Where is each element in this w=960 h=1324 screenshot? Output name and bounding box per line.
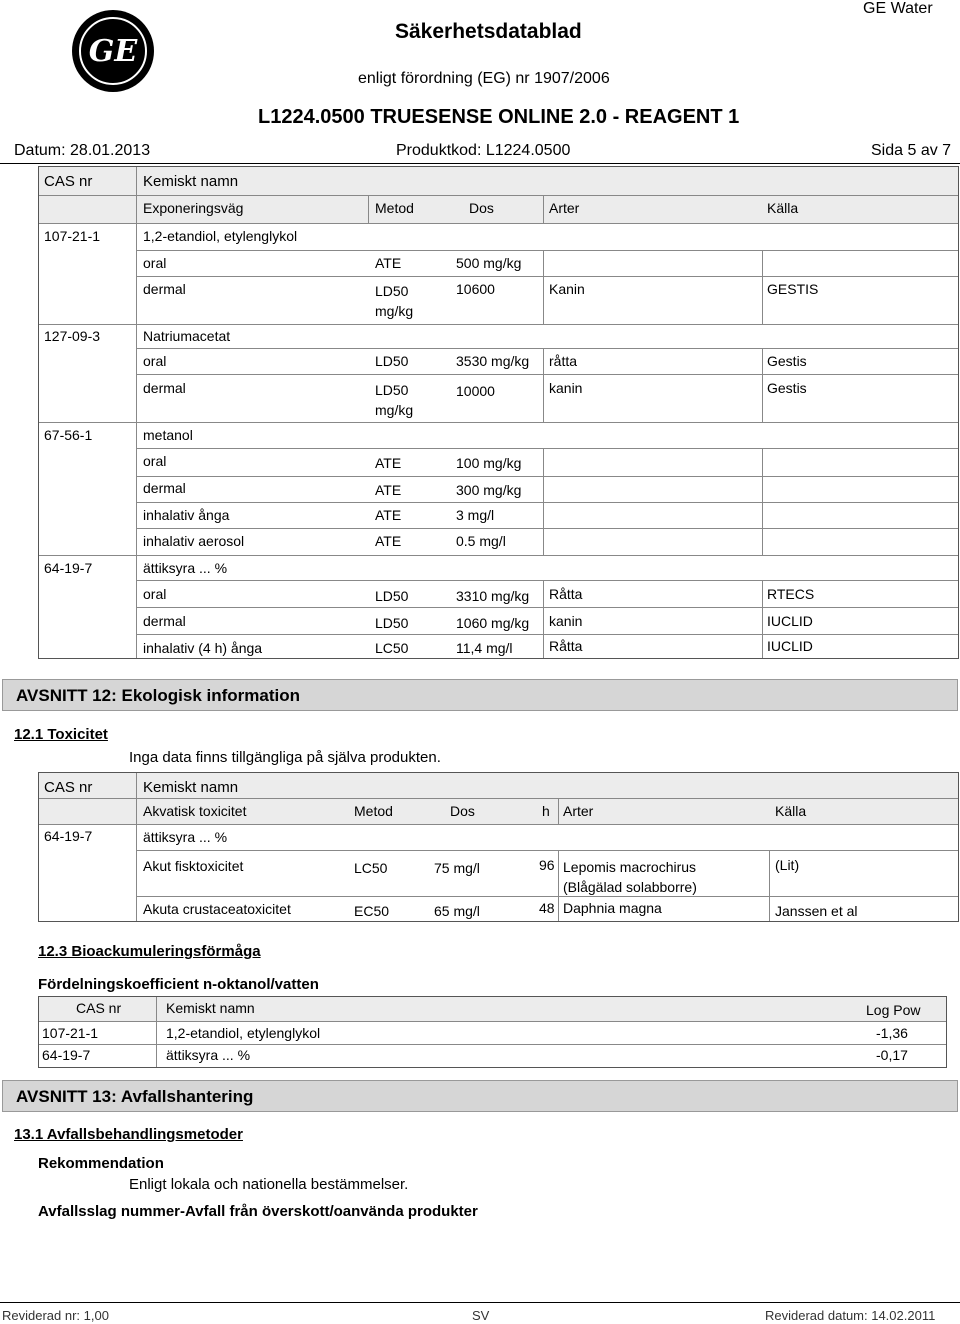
source: (Lit) (775, 857, 800, 873)
subsection-13-1: 13.1 Avfallsbehandlingsmetoder (14, 1126, 243, 1143)
dose: 3310 mg/kg (456, 588, 530, 604)
dose: 10000 (456, 383, 495, 399)
chemical-name: metanol (143, 427, 193, 443)
th-cas: CAS nr (76, 1000, 122, 1016)
document-date: Datum: 28.01.2013 (14, 142, 151, 159)
th-log-pow: Log Pow (866, 1002, 921, 1018)
source: Gestis (767, 353, 807, 369)
chemical-name: 1,2-etandiol, etylenglykol (166, 1025, 321, 1041)
th-aquatic-toxicity: Akvatisk toxicitet (143, 803, 247, 819)
dose: 1060 mg/kg (456, 615, 530, 631)
route: dermal (143, 380, 186, 396)
cas-number: 107-21-1 (42, 1025, 99, 1041)
method: LD50 (375, 615, 409, 631)
section-13-title: AVSNITT 13: Avfallshantering (16, 1087, 254, 1106)
log-pow-value: -0,17 (876, 1047, 908, 1063)
recommendation-text: Enligt lokala och nationella bestämmelser. (129, 1176, 409, 1193)
route: oral (143, 453, 167, 469)
route: oral (143, 353, 167, 369)
cas-number: 64-19-7 (44, 560, 93, 576)
cas-number: 107-21-1 (44, 228, 101, 244)
species: kanin (549, 613, 583, 629)
log-pow-value: -1,36 (876, 1025, 908, 1041)
hours: 48 (539, 900, 555, 916)
species: Daphnia magna (563, 900, 662, 916)
language-code: SV (472, 1308, 490, 1323)
dose: 3530 mg/kg (456, 353, 530, 369)
method: ATE (375, 455, 402, 471)
toxicity-type: Akut fisktoxicitet (143, 858, 244, 874)
chemical-name: Natriumacetat (143, 328, 231, 344)
document-title: Säkerhetsdatablad (395, 20, 582, 43)
dose: 300 mg/kg (456, 482, 522, 498)
partition-coefficient-title: Fördelningskoefficient n-oktanol/vatten (38, 976, 319, 993)
th-exposure-route: Exponeringsväg (143, 200, 244, 216)
chemical-name: ättiksyra ... % (143, 829, 228, 845)
source: IUCLID (767, 638, 813, 654)
dose: 500 mg/kg (456, 255, 522, 271)
method: LD50 (375, 382, 409, 398)
th-source: Källa (775, 803, 807, 819)
source: GESTIS (767, 281, 819, 297)
source: Gestis (767, 380, 807, 396)
route: inhalativ ånga (143, 507, 230, 523)
no-data-text: Inga data finns tillgängliga på själva produkten. (129, 749, 441, 766)
species: kanin (549, 380, 583, 396)
route: inhalativ aerosol (143, 533, 245, 549)
route: oral (143, 255, 167, 271)
dose: 65 mg/l (434, 903, 480, 919)
ge-logo (72, 10, 154, 92)
species: Lepomis macrochirus (563, 859, 697, 875)
product-name: L1224.0500 TRUESENSE ONLINE 2.0 - REAGENT 1 (258, 106, 740, 128)
section-12-header (2, 679, 958, 711)
revision-date: Reviderad datum: 14.02.2011 (765, 1308, 936, 1323)
th-source: Källa (767, 200, 799, 216)
section-13-header (2, 1080, 958, 1112)
hours: 96 (539, 857, 555, 873)
th-species: Arter (563, 803, 594, 819)
th-hours: h (542, 803, 550, 819)
source: IUCLID (767, 613, 813, 629)
method: LD50 (375, 283, 409, 299)
th-dose: Dos (450, 803, 475, 819)
dose: 11,4 mg/l (456, 640, 513, 656)
method: ATE (375, 482, 402, 498)
chemical-name: ättiksyra ... % (143, 560, 228, 576)
subsection-12-1: 12.1 Toxicitet (14, 726, 108, 743)
th-method: Metod (354, 803, 393, 819)
toxicity-type: Akuta crustaceatoxicitet (143, 901, 291, 917)
dose: 75 mg/l (434, 860, 480, 876)
th-cas: CAS nr (44, 173, 93, 190)
cas-number: 64-19-7 (42, 1047, 91, 1063)
method: LC50 (354, 860, 388, 876)
ge-logo-monogram: GE (79, 17, 147, 85)
th-chemical-name: Kemiskt namn (143, 173, 239, 190)
method: LD50 (375, 588, 409, 604)
species: Råtta (549, 638, 583, 654)
regulation-text: enligt förordning (EG) nr 1907/2006 (358, 70, 610, 87)
dose: 3 mg/l (456, 507, 495, 523)
method-unit: mg/kg (375, 402, 414, 418)
cas-number: 64-19-7 (44, 828, 93, 844)
species: Råtta (549, 586, 583, 602)
dose: 100 mg/kg (456, 455, 522, 471)
route: dermal (143, 480, 186, 496)
species: Kanin (549, 281, 585, 297)
method: EC50 (354, 903, 390, 919)
th-species: Arter (549, 200, 580, 216)
chemical-name: ättiksyra ... % (166, 1047, 251, 1063)
method: ATE (375, 533, 402, 549)
method: LD50 (375, 353, 409, 369)
species: råtta (549, 353, 578, 369)
dose: 0.5 mg/l (456, 533, 506, 549)
dose: 10600 (456, 281, 495, 297)
section-12-title: AVSNITT 12: Ekologisk information (16, 686, 300, 705)
method: LC50 (375, 640, 409, 656)
cas-number: 127-09-3 (44, 328, 101, 344)
route: oral (143, 586, 167, 602)
route: inhalativ (4 h) ånga (143, 640, 263, 656)
th-method: Metod (375, 200, 414, 216)
waste-code-label: Avfallsslag nummer-Avfall från överskott/oanvända produkter (38, 1203, 478, 1220)
company-name: GE Water (863, 0, 933, 17)
method: ATE (375, 507, 402, 523)
cas-number: 67-56-1 (44, 427, 93, 443)
revision-number: Reviderad nr: 1,00 (2, 1308, 109, 1323)
route: dermal (143, 281, 186, 297)
route: dermal (143, 613, 186, 629)
th-dose: Dos (469, 200, 494, 216)
source: RTECS (767, 586, 815, 602)
th-chemical-name: Kemiskt namn (143, 779, 239, 796)
recommendation-label: Rekommendation (38, 1155, 164, 1172)
chemical-name: 1,2-etandiol, etylenglykol (143, 228, 298, 244)
th-cas: CAS nr (44, 779, 93, 796)
th-chemical-name: Kemiskt namn (166, 1000, 255, 1016)
product-code: Produktkod: L1224.0500 (396, 142, 571, 159)
source: Janssen et al (775, 903, 858, 919)
method: ATE (375, 255, 402, 271)
page-number: Sida 5 av 7 (871, 142, 952, 159)
subsection-12-3: 12.3 Bioackumuleringsförmåga (38, 943, 261, 960)
species-common-name: (Blågälad solabborre) (563, 879, 697, 895)
method-unit: mg/kg (375, 303, 414, 319)
